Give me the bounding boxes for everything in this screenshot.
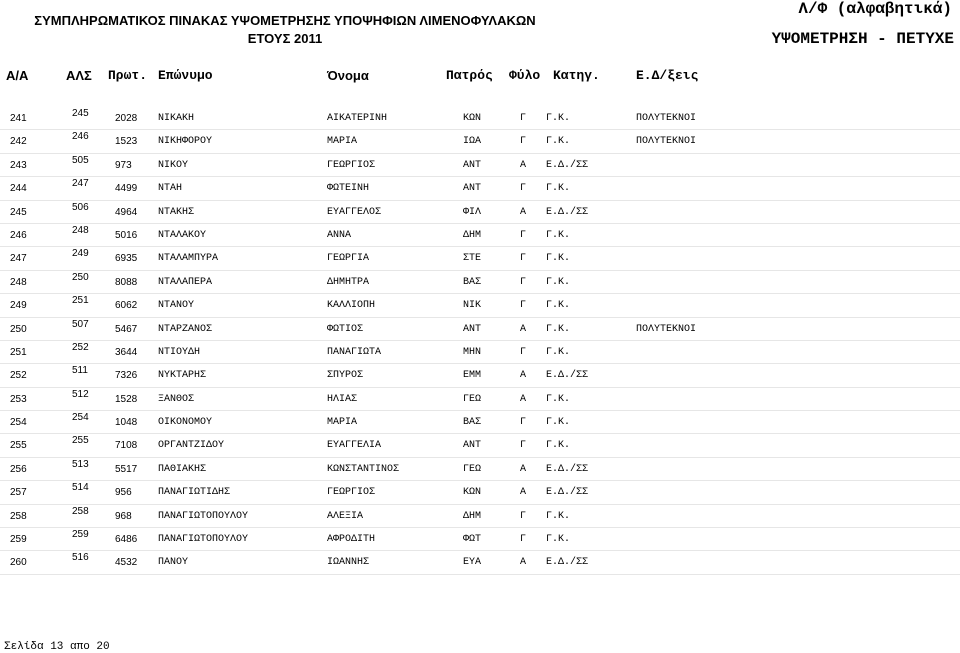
cell-prot: 7108 [115, 440, 138, 452]
cell-surname: ΠΑΝΑΓΙΩΤΟΠΟΥΛΟΥ [158, 534, 249, 546]
cell-als: 505 [72, 154, 89, 166]
cell-category: Γ.Κ. [546, 113, 571, 124]
cell-prot: 2028 [115, 113, 138, 124]
cell-surname: ΝΥΚΤΑΡΗΣ [158, 370, 207, 382]
cell-aa: 253 [10, 393, 27, 405]
cell-father: ΑΝΤ [463, 183, 482, 195]
cell-name: ΑΝΝΑ [327, 229, 352, 241]
cell-surname: ΞΑΝΘΟΣ [158, 393, 195, 405]
cell-name: ΦΩΤΙΟΣ [327, 323, 364, 335]
cell-category: Ε.Δ./ΣΣ [546, 557, 589, 569]
table-row [0, 224, 960, 247]
cell-father: ΒΑΣ [463, 276, 482, 288]
cell-father: ΣΤΕ [463, 253, 482, 265]
cell-father: ΒΑΣ [463, 417, 482, 429]
cell-name: ΑΦΡΟΔΙΤΗ [327, 534, 376, 546]
cell-surname: ΝΤΑΚΗΣ [158, 206, 195, 218]
cell-gender: Α [520, 370, 527, 382]
cell-father: ΕΥΑ [463, 557, 482, 569]
cell-als: 259 [72, 529, 89, 541]
table-row [0, 341, 960, 364]
cell-name: ΜΑΡΙΑ [327, 417, 358, 429]
cell-father: ΑΝΤ [463, 159, 482, 171]
cell-prot: 6062 [115, 300, 138, 312]
cell-als: 511 [72, 365, 88, 377]
cell-als: 247 [72, 178, 89, 190]
cell-note: ΠΟΛΥΤΕΚΝΟΙ [636, 113, 697, 124]
table-row [0, 458, 960, 481]
cell-gender: Γ [520, 183, 527, 195]
cell-name: ΜΑΡΙΑ [327, 136, 358, 148]
column-header-father: Πατρός [446, 68, 493, 83]
cell-gender: Γ [520, 300, 527, 312]
column-header-aa: Α/Α [6, 68, 29, 83]
cell-category: Ε.Δ./ΣΣ [546, 370, 589, 382]
cell-aa: 254 [10, 417, 27, 429]
cell-name: ΓΕΩΡΓΙΑ [327, 253, 370, 265]
cell-gender: Α [520, 206, 527, 218]
cell-name: ΚΩΝΣΤΑΝΤΙΝΟΣ [327, 463, 400, 475]
cell-category: Γ.Κ. [546, 417, 571, 429]
cell-aa: 256 [10, 463, 27, 475]
cell-category: Ε.Δ./ΣΣ [546, 463, 589, 475]
cell-surname: ΠΑΝΟΥ [158, 557, 189, 569]
table-row [0, 411, 960, 434]
cell-name: ΗΛΙΑΣ [327, 393, 358, 405]
cell-name: ΓΕΩΡΓΙΟΣ [327, 159, 376, 171]
cell-aa: 252 [10, 370, 27, 382]
cell-aa: 246 [10, 229, 27, 241]
cell-surname: ΝΤΑΛΑΠΕΡΑ [158, 276, 213, 288]
cell-als: 513 [72, 458, 89, 470]
cell-aa: 243 [10, 159, 27, 171]
cell-gender: Α [520, 323, 527, 335]
table-row [0, 201, 960, 224]
cell-surname: ΝΙΚΟΥ [158, 159, 189, 171]
cell-surname: ΝΤΑΗ [158, 183, 183, 195]
cell-gender: Γ [520, 534, 527, 546]
cell-father: ΔΗΜ [463, 510, 482, 522]
cell-father: ΚΩΝ [463, 487, 482, 499]
candidates-table [0, 107, 960, 575]
table-row [0, 107, 960, 130]
cell-als: 245 [72, 108, 89, 119]
cell-name: ΠΑΝΑΓΙΩΤΑ [327, 346, 382, 358]
cell-surname: ΝΤΑΡΖΑΝΟΣ [158, 323, 213, 335]
cell-category: Γ.Κ. [546, 253, 571, 265]
cell-gender: Α [520, 393, 527, 405]
table-row [0, 154, 960, 177]
cell-aa: 258 [10, 510, 27, 522]
table-row [0, 318, 960, 341]
title-line-1: ΣΥΜΠΛΗΡΩΜΑΤΙΚΟΣ ΠΙΝΑΚΑΣ ΥΨΟΜΕΤΡΗΣΗΣ ΥΠΟΨΗΦΙΩΝ ΛΙΜΕΝΟΦΥΛΑΚΩΝ [34, 13, 536, 28]
page-title [0, 12, 570, 48]
cell-gender: Γ [520, 346, 527, 358]
cell-aa: 259 [10, 534, 27, 546]
column-header-prot: Πρωτ. [108, 68, 148, 83]
cell-category: Γ.Κ. [546, 534, 571, 546]
cell-prot: 7326 [115, 370, 138, 382]
table-row [0, 247, 960, 270]
cell-category: Ε.Δ./ΣΣ [546, 206, 589, 218]
cell-gender: Γ [520, 113, 527, 124]
cell-father: ΓΕΩ [463, 393, 482, 405]
table-row [0, 294, 960, 317]
list-type-label: ΥΨΟΜΕΤΡΗΣΗ - ΠΕΤΥΧΕ [771, 30, 954, 48]
cell-surname: ΝΙΚΗΦΟΡΟΥ [158, 136, 213, 148]
cell-surname: ΠΑΝΑΓΙΩΤΙΔΗΣ [158, 487, 231, 499]
cell-prot: 5467 [115, 323, 138, 335]
cell-surname: ΠΑΘΙΑΚΗΣ [158, 463, 207, 475]
cell-name: ΑΙΚΑΤΕΡΙΝΗ [327, 113, 388, 124]
cell-father: ΓΕΩ [463, 463, 482, 475]
cell-gender: Γ [520, 276, 527, 288]
cell-category: Ε.Δ./ΣΣ [546, 159, 589, 171]
cell-als: 248 [72, 224, 89, 236]
cell-surname: ΠΑΝΑΓΙΩΤΟΠΟΥΛΟΥ [158, 510, 249, 522]
cell-surname: ΝΙΚΑΚΗ [158, 113, 195, 124]
cell-gender: Γ [520, 510, 527, 522]
cell-name: ΣΠΥΡΟΣ [327, 370, 364, 382]
cell-prot: 1048 [115, 417, 138, 429]
column-header-gender: Φύλο [509, 68, 541, 83]
table-row [0, 434, 960, 457]
cell-surname: ΝΤΑΛΑΜΠΥΡΑ [158, 253, 219, 265]
cell-category: Γ.Κ. [546, 229, 571, 241]
cell-prot: 4499 [115, 183, 138, 195]
cell-als: 251 [72, 295, 89, 307]
cell-als: 255 [72, 435, 89, 447]
cell-gender: Α [520, 463, 527, 475]
cell-aa: 251 [10, 346, 27, 358]
title-line-2: ΕΤΟΥΣ 2011 [247, 31, 323, 46]
column-header-exceptions: Ε.Δ/ξεις [636, 68, 699, 83]
cell-als: 254 [72, 412, 89, 424]
cell-als: 512 [72, 388, 89, 400]
cell-name: ΓΕΩΡΓΙΟΣ [327, 487, 376, 499]
table-row [0, 271, 960, 294]
cell-name: ΚΑΛΛΙΟΠΗ [327, 300, 376, 312]
cell-category: Γ.Κ. [546, 323, 571, 335]
cell-father: ΦΙΛ [463, 206, 482, 218]
cell-prot: 4964 [115, 206, 138, 218]
table-row [0, 388, 960, 411]
table-row [0, 130, 960, 153]
cell-father: ΙΩΑ [463, 136, 482, 148]
cell-category: Γ.Κ. [546, 346, 571, 358]
cell-category: Ε.Δ./ΣΣ [546, 487, 589, 499]
cell-prot: 5016 [115, 229, 138, 241]
cell-als: 507 [72, 318, 89, 330]
cell-name: ΕΥΑΓΓΕΛΟΣ [327, 206, 382, 218]
table-row [0, 551, 960, 574]
cell-prot: 1528 [115, 393, 138, 405]
cell-aa: 260 [10, 557, 27, 569]
cell-gender: Γ [520, 417, 527, 429]
cell-aa: 250 [10, 323, 27, 335]
cell-father: ΕΜΜ [463, 370, 482, 382]
cell-prot: 956 [115, 487, 132, 499]
cell-als: 249 [72, 248, 89, 260]
column-header-surname: Επώνυμο [158, 68, 213, 83]
cell-father: ΜΗΝ [463, 346, 482, 358]
cell-aa: 247 [10, 253, 27, 265]
cell-als: 250 [72, 271, 89, 283]
cell-name: ΔΗΜΗΤΡΑ [327, 276, 370, 288]
cell-gender: Γ [520, 136, 527, 148]
cell-gender: Γ [520, 440, 527, 452]
table-row [0, 505, 960, 528]
cell-category: Γ.Κ. [546, 300, 571, 312]
cell-father: ΦΩΤ [463, 534, 482, 546]
cell-aa: 255 [10, 440, 27, 452]
cell-prot: 8088 [115, 276, 138, 288]
cell-als: 506 [72, 201, 89, 213]
cell-name: ΦΩΤΕΙΝΗ [327, 183, 370, 195]
cell-aa: 257 [10, 487, 27, 499]
table-row [0, 364, 960, 387]
cell-category: Γ.Κ. [546, 510, 571, 522]
table-row [0, 528, 960, 551]
cell-category: Γ.Κ. [546, 440, 571, 452]
cell-surname: ΝΤΙΟΥΔΗ [158, 346, 201, 358]
cell-prot: 6935 [115, 253, 138, 265]
cell-als: 246 [72, 131, 89, 143]
cell-name: ΕΥΑΓΓΕΛΙΑ [327, 440, 382, 452]
cell-prot: 968 [115, 510, 132, 522]
cell-prot: 4532 [115, 557, 138, 569]
cell-note: ΠΟΛΥΤΕΚΝΟΙ [636, 323, 697, 335]
cell-father: ΚΩΝ [463, 113, 482, 124]
table-row [0, 481, 960, 504]
column-header-name: Όνομα [327, 68, 369, 83]
column-header-category: Κατηγ. [553, 68, 600, 83]
cell-name: ΙΩΑΝΝΗΣ [327, 557, 370, 569]
cell-father: ΝΙΚ [463, 300, 482, 312]
cell-prot: 3644 [115, 346, 138, 358]
cell-category: Γ.Κ. [546, 276, 571, 288]
cell-gender: Γ [520, 229, 527, 241]
cell-note: ΠΟΛΥΤΕΚΝΟΙ [636, 136, 697, 148]
cell-surname: ΝΤΑΝΟΥ [158, 300, 195, 312]
cell-gender: Α [520, 159, 527, 171]
cell-aa: 245 [10, 206, 27, 218]
cell-aa: 242 [10, 136, 27, 148]
column-header-als: ΑΛΣ [66, 68, 92, 83]
cell-prot: 973 [115, 159, 132, 171]
cell-prot: 5517 [115, 463, 138, 475]
cell-als: 252 [72, 341, 89, 353]
cell-aa: 244 [10, 183, 27, 195]
page-number: Σελίδα 13 απο 20 [4, 641, 110, 653]
cell-aa: 241 [10, 113, 27, 124]
sort-order-label: Λ/Φ (αλφαβητικά) [798, 0, 952, 18]
table-row [0, 177, 960, 200]
cell-father: ΑΝΤ [463, 323, 482, 335]
cell-aa: 249 [10, 300, 27, 312]
cell-prot: 1523 [115, 136, 138, 148]
cell-category: Γ.Κ. [546, 393, 571, 405]
cell-surname: ΟΡΓΑΝΤΖΙΔΟΥ [158, 440, 225, 452]
cell-prot: 6486 [115, 534, 138, 546]
cell-als: 514 [72, 482, 89, 494]
cell-name: ΑΛΕΞΙΑ [327, 510, 364, 522]
cell-aa: 248 [10, 276, 27, 288]
cell-gender: Γ [520, 253, 527, 265]
cell-surname: ΟΙΚΟΝΟΜΟΥ [158, 417, 213, 429]
cell-gender: Α [520, 557, 527, 569]
cell-surname: ΝΤΑΛΑΚΟΥ [158, 229, 207, 241]
cell-father: ΔΗΜ [463, 229, 482, 241]
cell-category: Γ.Κ. [546, 136, 571, 148]
cell-father: ΑΝΤ [463, 440, 482, 452]
cell-gender: Α [520, 487, 527, 499]
cell-category: Γ.Κ. [546, 183, 571, 195]
cell-als: 258 [72, 505, 89, 517]
cell-als: 516 [72, 552, 89, 564]
